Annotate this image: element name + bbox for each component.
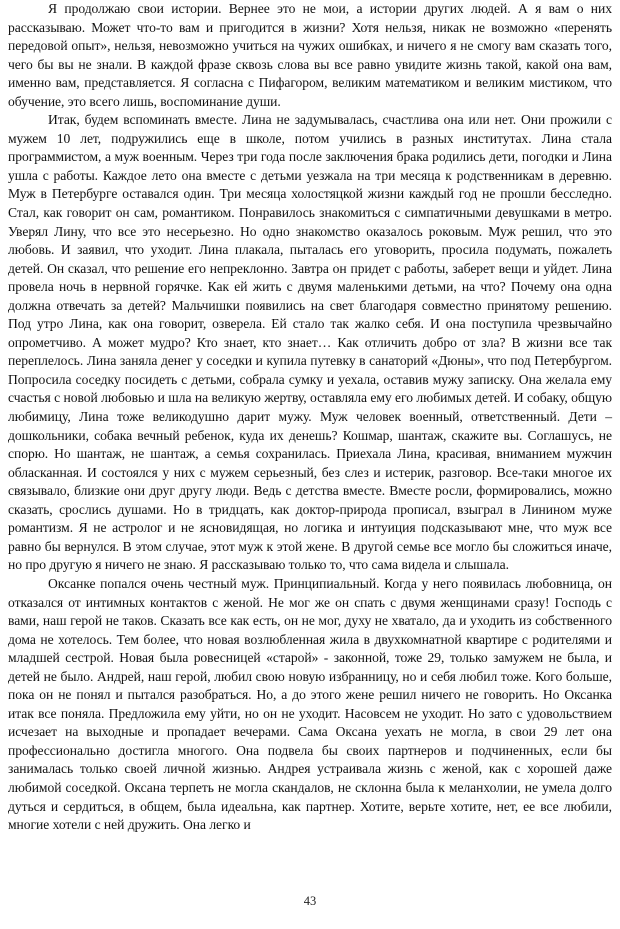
page-body — [8, 0, 612, 835]
page-number: 43 — [303, 894, 317, 908]
paragraph-intro: Я продолжаю свои истории. Вернее это не мои, а истории других людей. А я вам о них рассказываю. Может что-то вам и пригодится в жизни? Хотя нельзя, никак не возможно «перенять передовой опыт», нельзя, невозможно учиться на чужих ошибках, и ничего я не смогу вам сказать того, чего бы вы не знали. В каждой фразе сквозь слова вы все равно увидите жизнь такой, какой она вам, именно вам, представляется. Я согласна с Пифагором, великим математиком и великим мистиком, что обучение, это всего лишь, воспоминание души. — [8, 1, 612, 109]
paragraph-lina-story: Итак, будем вспоминать вместе. Лина не задумывалась, счастлива она или нет. Они прожили с мужем 10 лет, подружились еще в школе, потом учились в разных институтах. Лина стала программистом, а муж военным. Через три года после заключения брака родились дети, погодки и Лина ушла с работы. Каждое лето она вместе с детьми уезжала на три месяца к родственникам в деревню. Муж в Петербурге оставался один. Три месяца холостяцкой жизни каждый год не прошли бесследно. Стал, как говорит он сам, романтиком. Понравилось знакомиться с симпатичными девушками в метро. Уверял Лину, что все это несерьезно. Но одно знакомство оказалось роковым. Муж решил, что это любовь. И заявил, что уходит. Лина плакала, пыталась его уговорить, просила подумать, пожалеть детей. Он сказал, что решение его непреклонно. Завтра он придет с работы, заберет вещи и уйдет. Лина провела ночь в нервной горячке. Как ей жить с двумя маленькими детьми, на что? Почему она одна должна отвечать за детей? Мальчишки появились на свет благодаря совместно принятому решению. Под утро Лина, как она говорит, озверела. Ей стало так жалко себя. И она поступила чрезвычайно опрометчиво. А может мудро? Кто знает, кто знает… Как отличить добро от зла? В жизни все так переплелось. Лина заняла денег у соседки и купила путевку в санаторий «Дюны», что под Петербургом. Попросила соседку посидеть с детьми, собрала сумку и уехала, оставив мужу записку. Она желала ему счастья с новой любовью и шла на великую жертву, оставляла ему его любимых детей. И собаку, общую любимицу, Лина тоже великодушно дарит мужу. Муж человек военный, ответственный. Дети – дошкольники, собака вечный ребенок, куда их денешь? Кошмар, шантаж, скажите вы. Соглашусь, не спорю. Но шантаж, не шантаж, а семья сохранилась. Приехала Лина, красивая, вниманием мужчин обласканная. И состоялся у них с мужем серьезный, без слез и истерик, разговор. Все-таки многое их связывало, близкие они друг другу люди. Ведь с детства вместе. Вместе росли, формировались, можно сказать, срослись душами. Но в тридцать, как доктор-природа прописал, взыграл в Линином муже романтизм. Я не астролог и не ясновидящая, но логика и интуиция подсказывают мне, что муж все равно бы вернулся. В этом случае, этот муж к этой жене. В другой семье все могло бы сложиться иначе, но про другую я ничего не знаю. Я рассказываю только то, что сама видела и слышала. — [8, 112, 612, 573]
paragraph-oksanka-story: Оксанке попался очень честный муж. Принципиальный. Когда у него появилась любовница, он отказался от интимных контактов с женой. Не мог же он спать с двумя женщинами сразу! Господь с вами, наш герой не таков. Сказать все как есть, он не мог, духу не хватало, да и уходить из собственного дома не хотелось. Тем более, что новая возлюбленная жила в двухкомнатной квартире с родителями и младшей сестрой. Новая была ровесницей «старой» - законной, тоже 29, только замужем не была, и детей не было. Андрей, наш герой, любил свою новую избранницу, но и себя любил тоже. Кого больше, пока он не понял и пытался разобраться. Но, а до этого жене решил ничего не говорить. Но Оксанка итак все поняла. Предложила ему уйти, но он не уходит. Насовсем не уходит. Но зато с удовольствием исчезает на выходные и пропадает вечерами. Сама Оксана уехать не могла, в свои 29 лет она профессионально достигла многого. Она подвела бы своих партнеров и подчиненных, если бы занималась только своей личной жизнью. Андрея устраивала жизнь с женой, как с хорошей даже любимой соседкой. Оксана терпеть не могла скандалов, не склонна была к меланхолии, не умела долго дуться и сердиться, в общем, была идеальна, как партнер. Хотите, верьте хотите, нет, ее все любили, многие хотели с ней дружить. Она легко и — [8, 575, 612, 833]
